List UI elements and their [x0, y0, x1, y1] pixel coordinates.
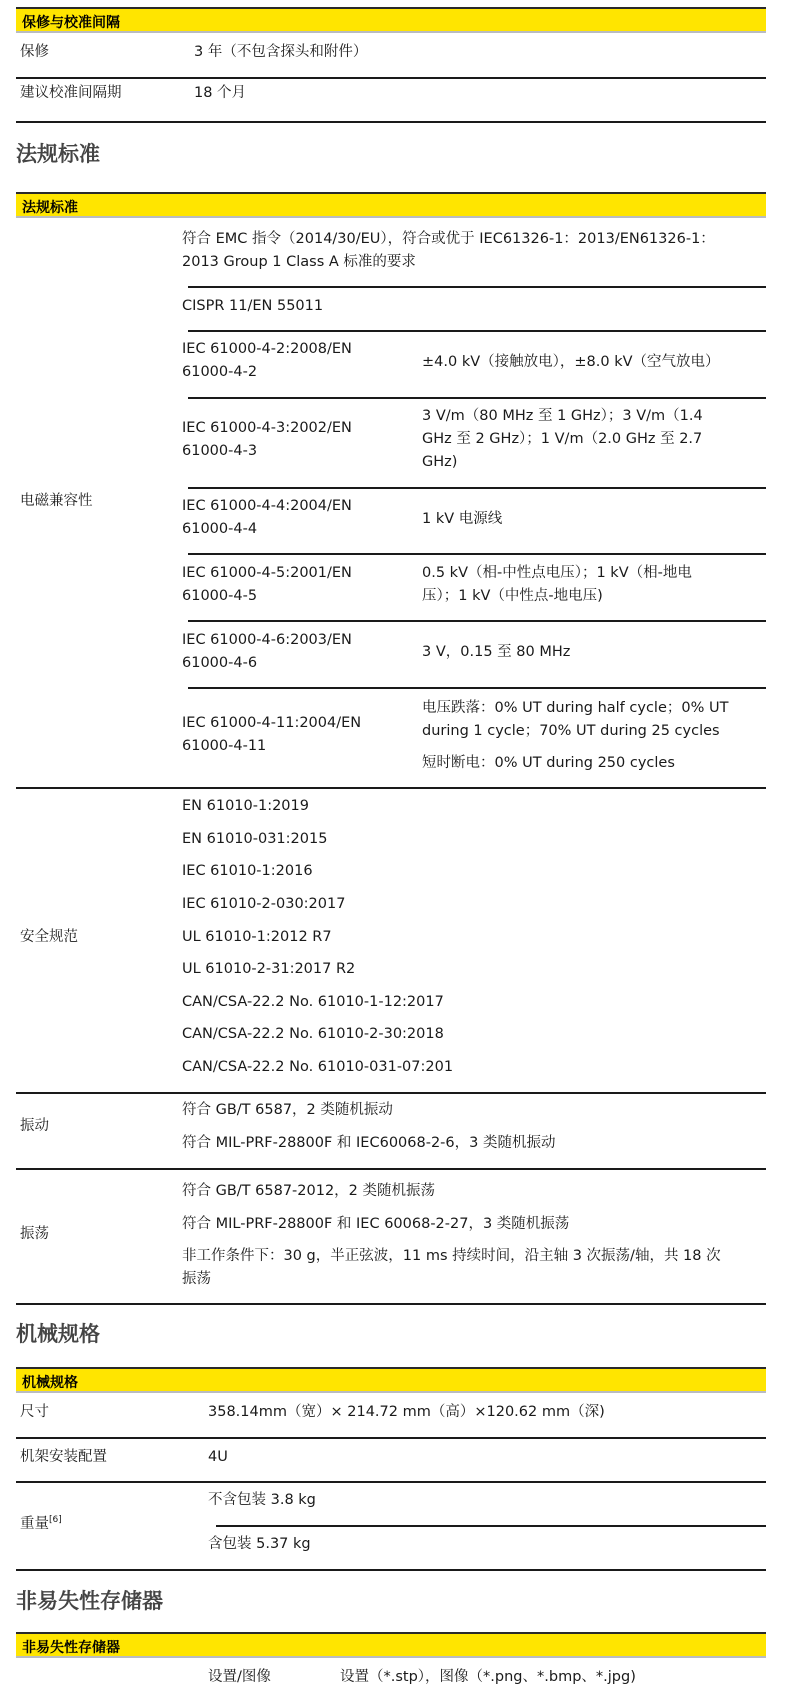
shock-label: 振荡 [20, 1226, 49, 1242]
divider [188, 487, 766, 489]
emc-cispr: CISPR 11/EN 55011 [182, 298, 324, 314]
dimensions-value: 358.14mm（宽）× 214.72 mm（高）×120.62 mm（深) [208, 1404, 605, 1420]
emc-test-value: 1 kV 电源线 [422, 511, 503, 527]
emc-test-std: 61000-4-2 [182, 364, 258, 380]
rack-mount-value: 4U [208, 1449, 228, 1465]
dimensions-label: 尺寸 [20, 1404, 49, 1420]
divider [188, 553, 766, 555]
divider [16, 121, 766, 123]
emc-test-value: 压）；1 kV（中性点-地电压) [422, 588, 603, 604]
emc-test-std: IEC 61000-4-6:2003/EN [182, 632, 352, 648]
emc-label: 电磁兼容性 [20, 493, 93, 509]
emc-intro-line1: 符合 EMC 指令（2014/30/EU），符合或优于 IEC61326-1：2013/EN61326-1： [182, 231, 715, 247]
warranty-band-title: 保修与校准间隔 [22, 15, 120, 31]
weight-label-text: 重量 [20, 1516, 49, 1532]
emc-test-std: IEC 61000-4-5:2001/EN [182, 565, 352, 581]
safety-item: UL 61010-1:2012 R7 [182, 929, 332, 945]
safety-item: IEC 61010-2-030:2017 [182, 896, 346, 912]
emc-test-std: 61000-4-3 [182, 443, 258, 459]
nvm-row-label: 设置/图像 [208, 1669, 271, 1685]
regulatory-band [16, 192, 766, 218]
divider [188, 286, 766, 288]
safety-item: IEC 61010-1:2016 [182, 863, 313, 879]
emc-test-value: 短时断电：0% UT during 250 cycles [422, 755, 675, 771]
nvm-band-title: 非易失性存储器 [22, 1640, 120, 1656]
emc-test-std: 61000-4-6 [182, 655, 258, 671]
emc-test-value: ±4.0 kV（接触放电），±8.0 kV（空气放电） [422, 354, 720, 370]
emc-test-value: 0.5 kV（相-中性点电压）；1 kV（相-地电 [422, 565, 692, 581]
warranty-label: 保修 [20, 44, 49, 60]
nvm-row-value: 设置（*.stp），图像（*.png、*.bmp、*.jpg) [340, 1669, 636, 1685]
calibration-value: 18 个月 [194, 85, 247, 101]
calibration-label: 建议校准间隔期 [20, 85, 122, 101]
emc-test-value: 3 V/m（80 MHz 至 1 GHz）；3 V/m（1.4 [422, 408, 703, 424]
safety-item: EN 61010-1:2019 [182, 798, 309, 814]
divider [188, 620, 766, 622]
emc-intro-line2: 2013 Group 1 Class A 标准的要求 [182, 254, 416, 270]
warranty-value: 3 年（不包含探头和附件） [194, 44, 368, 60]
emc-test-std: IEC 61000-4-4:2004/EN [182, 498, 352, 514]
emc-test-std: IEC 61000-4-2:2008/EN [182, 341, 352, 357]
divider [16, 1437, 766, 1439]
shock-item-line2: 振荡 [182, 1271, 211, 1287]
divider [188, 687, 766, 689]
regulatory-section-title: 法规标准 [16, 142, 100, 166]
warranty-band [16, 7, 766, 33]
emc-test-std: 61000-4-5 [182, 588, 258, 604]
divider [16, 787, 766, 789]
divider [16, 1569, 766, 1571]
weight-item: 不含包装 3.8 kg [208, 1492, 316, 1508]
safety-label: 安全规范 [20, 929, 78, 945]
emc-test-std: IEC 61000-4-3:2002/EN [182, 420, 352, 436]
regulatory-band-title: 法规标准 [22, 200, 78, 216]
divider [16, 1168, 766, 1170]
divider [188, 330, 766, 332]
vibration-item: 符合 GB/T 6587，2 类随机振动 [182, 1102, 393, 1118]
divider [16, 1092, 766, 1094]
vibration-item: 符合 MIL-PRF-28800F 和 IEC60068-2-6，3 类随机振动 [182, 1135, 556, 1151]
weight-label [20, 1509, 62, 1536]
weight-item: 含包装 5.37 kg [208, 1536, 311, 1552]
emc-test-value: GHz 至 2 GHz）；1 V/m（2.0 GHz 至 2.7 [422, 431, 703, 447]
shock-item: 非工作条件下：30 g，半正弦波，11 ms 持续时间，沿主轴 3 次振荡/轴，共 18 次 [182, 1248, 721, 1264]
mechanical-section-title: 机械规格 [16, 1322, 100, 1346]
divider [216, 1525, 766, 1527]
divider [16, 77, 766, 79]
emc-test-std: 61000-4-11 [182, 738, 267, 754]
shock-item: 符合 GB/T 6587-2012，2 类随机振荡 [182, 1183, 436, 1199]
safety-item: UL 61010-2-31:2017 R2 [182, 961, 356, 977]
mechanical-band-title: 机械规格 [22, 1375, 78, 1391]
safety-item: CAN/CSA-22.2 No. 61010-1-12:2017 [182, 994, 444, 1010]
divider [188, 397, 766, 399]
emc-test-value: 电压跌落：0% UT during half cycle；0% UT [422, 700, 729, 716]
emc-test-value: GHz) [422, 454, 458, 470]
safety-item: CAN/CSA-22.2 No. 61010-031-07:201 [182, 1059, 454, 1075]
nvm-section-title: 非易失性存储器 [16, 1589, 163, 1613]
emc-test-value: 3 V，0.15 至 80 MHz [422, 644, 571, 660]
rack-mount-label: 机架安装配置 [20, 1449, 107, 1465]
vibration-label: 振动 [20, 1118, 49, 1134]
emc-test-value: during 1 cycle；70% UT during 25 cycles [422, 723, 720, 739]
emc-test-std: 61000-4-4 [182, 521, 258, 537]
divider [16, 1481, 766, 1483]
shock-item: 符合 MIL-PRF-28800F 和 IEC 60068-2-27，3 类随机振荡 [182, 1216, 570, 1232]
mechanical-band [16, 1367, 766, 1393]
nvm-band [16, 1632, 766, 1658]
emc-test-std: IEC 61000-4-11:2004/EN [182, 715, 362, 731]
footnote-marker: [6] [49, 1515, 62, 1525]
divider [16, 1303, 766, 1305]
safety-item: EN 61010-031:2015 [182, 831, 328, 847]
safety-item: CAN/CSA-22.2 No. 61010-2-30:2018 [182, 1026, 444, 1042]
